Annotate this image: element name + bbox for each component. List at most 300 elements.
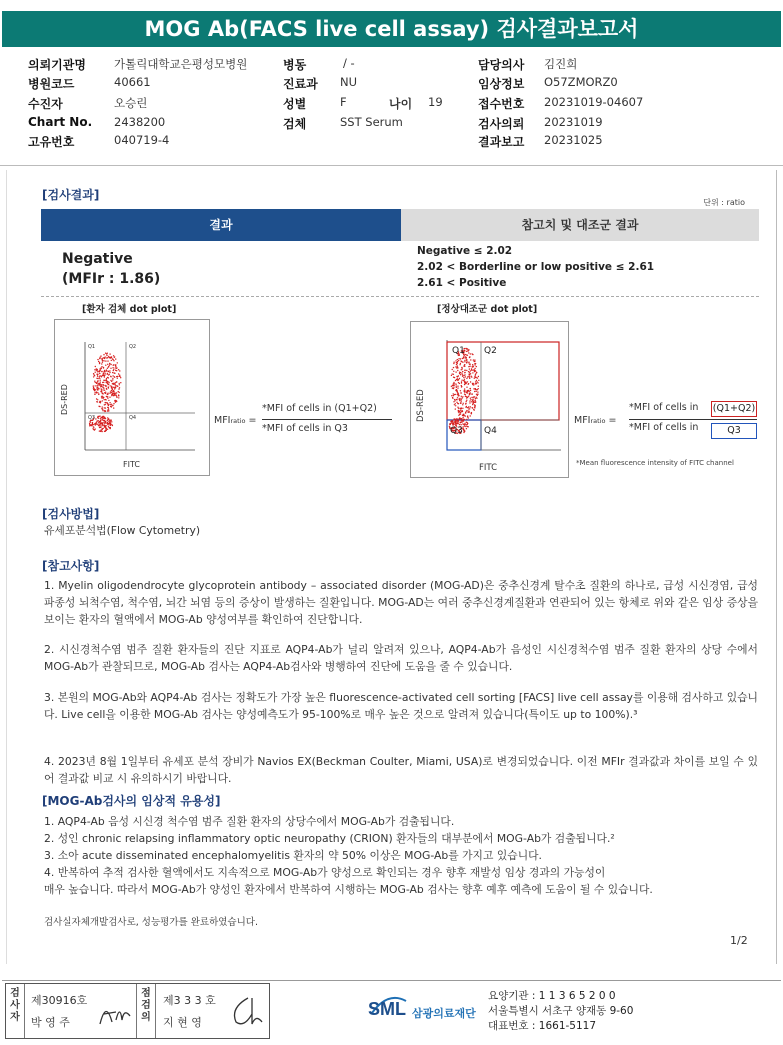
scatter-dot	[96, 424, 97, 425]
control-plot-caption: [정상대조군 dot plot]	[437, 304, 538, 315]
scatter-dot	[461, 373, 462, 374]
scatter-dot	[453, 385, 454, 386]
scatter-dot	[466, 406, 467, 407]
scatter-dot	[462, 371, 463, 372]
result-interpretation: Negative	[62, 251, 133, 267]
scatter-dot	[474, 370, 475, 371]
scatter-dot	[96, 422, 97, 423]
scatter-dot	[472, 393, 473, 394]
scatter-dot	[93, 374, 94, 375]
scatter-dot	[463, 380, 464, 381]
scatter-dot	[458, 410, 459, 411]
scatter-dot	[112, 375, 113, 376]
scatter-dot	[112, 367, 113, 368]
control-formula-line	[629, 419, 757, 420]
scatter-dot	[107, 393, 108, 394]
scatter-dot	[476, 391, 477, 392]
scatter-dot	[101, 425, 102, 426]
scatter-dot	[466, 359, 467, 360]
scatter-dot	[472, 407, 473, 408]
scatter-dot	[115, 367, 116, 368]
scatter-dot	[460, 422, 461, 423]
scatter-dot	[111, 360, 112, 361]
scatter-dot	[457, 359, 458, 360]
scatter-dot	[464, 361, 465, 362]
scatter-dot	[106, 380, 107, 381]
q3-box: Q3	[711, 423, 757, 439]
scatter-dot	[460, 412, 461, 413]
scatter-dot	[466, 424, 467, 425]
scatter-dot	[110, 376, 111, 377]
org-info	[488, 989, 633, 1034]
patient-formula-left: MFIratio =	[214, 415, 257, 426]
scatter-dot	[100, 418, 101, 419]
scatter-dot	[464, 370, 465, 371]
scatter-dot	[109, 363, 110, 364]
scatter-dot	[108, 408, 109, 409]
scatter-dot	[457, 361, 458, 362]
scatter-dot	[98, 388, 99, 389]
scatter-dot	[106, 357, 107, 358]
scatter-dot	[474, 364, 475, 365]
footer	[2, 980, 781, 1042]
info-label: 성별	[283, 97, 307, 111]
scatter-dot	[456, 399, 457, 400]
scatter-dot	[473, 383, 474, 384]
scatter-dot	[113, 387, 114, 388]
scatter-dot	[110, 427, 111, 428]
scatter-dot	[462, 404, 463, 405]
scatter-dot	[457, 365, 458, 366]
scatter-dot	[461, 422, 462, 423]
scatter-dot	[463, 377, 464, 378]
note-2: 2. 시신경척수염 범주 질환 환자들의 진단 지표로 AQP4-Ab가 널리 알려져 있으나, AQP4-Ab가 음성인 시신경척수염 범주 질환 환자의 상당 수에서 MOG-Ab가 관찰되므로, MOG-Ab 검사는 AQP4-Ab검사와 병행하여 진단에 도움을 줄 수 있습니다.	[44, 643, 758, 673]
scatter-dot	[105, 371, 106, 372]
scatter-dot	[471, 412, 472, 413]
scatter-dot	[456, 362, 457, 363]
scatter-dot	[101, 408, 102, 409]
result-col-header: 결과	[41, 209, 401, 241]
info-value: 20231019	[544, 115, 603, 129]
scatter-dot	[105, 356, 106, 357]
scatter-dot	[461, 380, 462, 381]
scatter-dot	[99, 425, 100, 426]
scatter-dot	[110, 423, 111, 424]
scatter-dot	[114, 376, 115, 377]
scatter-dot	[470, 353, 471, 354]
scatter-dot	[453, 388, 454, 389]
scatter-dot	[100, 369, 101, 370]
control-scatter-svg	[411, 322, 570, 479]
scatter-dot	[470, 390, 471, 391]
scatter-dot	[99, 362, 100, 363]
scatter-dot	[451, 395, 452, 396]
method-text: 유세포분석법(Flow Cytometry)	[44, 524, 201, 537]
age-value: 19	[428, 95, 443, 109]
scatter-dot	[103, 397, 104, 398]
scatter-dot	[474, 368, 475, 369]
scatter-dot	[100, 380, 101, 381]
scatter-dot	[103, 380, 104, 381]
scatter-dot	[105, 353, 106, 354]
scatter-dot	[459, 373, 460, 374]
scatter-dot	[109, 397, 110, 398]
scatter-dot	[460, 392, 461, 393]
scatter-dot	[93, 387, 94, 388]
scatter-dot	[455, 371, 456, 372]
scatter-dot	[119, 387, 120, 388]
scatter-dot	[112, 393, 113, 394]
scatter-dot	[102, 374, 103, 375]
scatter-dot	[457, 423, 458, 424]
scatter-dot	[475, 381, 476, 382]
ref-borderline: 2.02 < Borderline or low positive ≤ 2.61	[417, 261, 655, 273]
scatter-dot	[116, 392, 117, 393]
scatter-dot	[107, 368, 108, 369]
scatter-dot	[451, 386, 452, 387]
info-value: 20231019-04607	[544, 95, 644, 109]
scatter-dot	[472, 399, 473, 400]
scatter-dot	[456, 402, 457, 403]
control-formula-numerator: *MFI of cells in	[629, 402, 699, 413]
svg-text:Q4: Q4	[129, 415, 137, 421]
info-value: O57ZMORZ0	[544, 75, 618, 89]
scatter-dot	[464, 394, 465, 395]
scatter-dot	[115, 402, 116, 403]
scatter-dot	[478, 380, 479, 381]
org-address: 서울특별시 서초구 양재동 9-60	[488, 1005, 634, 1017]
scatter-dot	[456, 389, 457, 390]
scatter-dot	[112, 379, 113, 380]
scatter-dot	[104, 404, 105, 405]
scatter-dot	[464, 423, 465, 424]
scatter-dot	[453, 421, 454, 422]
scatter-dot	[452, 369, 453, 370]
scatter-dot	[455, 366, 456, 367]
scatter-dot	[117, 376, 118, 377]
age-label: 나이	[389, 97, 413, 111]
scatter-dot	[467, 361, 468, 362]
scatter-dot	[116, 397, 117, 398]
scatter-dot	[452, 420, 453, 421]
scatter-dot	[100, 422, 101, 423]
info-value: F	[340, 95, 347, 109]
scatter-dot	[459, 383, 460, 384]
scatter-dot	[101, 391, 102, 392]
scatter-dot	[469, 368, 470, 369]
scatter-dot	[94, 390, 95, 391]
info-value: NU	[340, 75, 358, 89]
scatter-dot	[108, 374, 109, 375]
scatter-dot	[457, 387, 458, 388]
scatter-dot	[104, 423, 105, 424]
scatter-dot	[466, 370, 467, 371]
scatter-dot	[464, 364, 465, 365]
info-label: Chart No.	[28, 115, 93, 129]
scatter-dot	[104, 370, 105, 371]
scatter-dot	[111, 404, 112, 405]
scatter-dot	[113, 369, 114, 370]
scatter-dot	[470, 381, 471, 382]
scatter-dot	[116, 367, 117, 368]
scatter-dot	[106, 428, 107, 429]
scatter-dot	[107, 407, 108, 408]
scatter-dot	[457, 403, 458, 404]
scatter-dot	[99, 383, 100, 384]
scatter-dot	[119, 370, 120, 371]
scatter-dot	[109, 365, 110, 366]
scatter-dot	[96, 382, 97, 383]
scatter-dot	[99, 401, 100, 402]
info-label: 의뢰기관명	[28, 58, 86, 72]
scatter-dot	[115, 393, 116, 394]
scatter-dot	[477, 391, 478, 392]
scatter-dot	[101, 397, 102, 398]
svg-text:Q3: Q3	[88, 415, 96, 421]
scatter-dot	[107, 373, 108, 374]
scatter-dot	[477, 394, 478, 395]
info-value: / -	[343, 56, 355, 70]
scatter-dot	[466, 351, 467, 352]
scatter-dot	[102, 389, 103, 390]
scatter-dot	[119, 392, 120, 393]
scatter-dot	[113, 370, 114, 371]
scatter-dot	[106, 378, 107, 379]
scatter-dot	[97, 380, 98, 381]
scatter-dot	[472, 366, 473, 367]
info-label: 병원코드	[28, 77, 75, 91]
scatter-dot	[461, 400, 462, 401]
scatter-dot	[454, 399, 455, 400]
scatter-dot	[102, 410, 103, 411]
scatter-dot	[101, 388, 102, 389]
svg-text:Q2: Q2	[129, 344, 137, 350]
scatter-dot	[94, 388, 95, 389]
scatter-dot	[100, 355, 101, 356]
patient-formula-numerator: *MFI of cells in (Q1+Q2)	[262, 403, 377, 414]
info-value: SST Serum	[340, 115, 403, 129]
control-formula-left: MFIratio =	[574, 415, 617, 426]
scatter-dot	[449, 424, 450, 425]
scatter-dot	[459, 408, 460, 409]
scatter-dot	[466, 428, 467, 429]
org-phone: 대표번호 : 1661-5117	[488, 1020, 597, 1032]
scatter-dot	[469, 394, 470, 395]
scatter-dot	[473, 359, 474, 360]
patient-plot-caption: [환자 검체 dot plot]	[82, 304, 177, 315]
scatter-dot	[115, 358, 116, 359]
scatter-dot	[472, 404, 473, 405]
scatter-dot	[97, 389, 98, 390]
scatter-dot	[463, 403, 464, 404]
scatter-dot	[459, 372, 460, 373]
scatter-dot	[475, 405, 476, 406]
scatter-dot	[99, 430, 100, 431]
scatter-dot	[92, 423, 93, 424]
scatter-dot	[108, 400, 109, 401]
scatter-dot	[101, 396, 102, 397]
scatter-dot	[102, 406, 103, 407]
scatter-dot	[463, 424, 464, 425]
scatter-dot	[109, 353, 110, 354]
scatter-dot	[110, 421, 111, 422]
scatter-dot	[114, 388, 115, 389]
scatter-dot	[464, 374, 465, 375]
scatter-dot	[458, 393, 459, 394]
scatter-dot	[474, 409, 475, 410]
scatter-dot	[457, 370, 458, 371]
method-section-title: [검사방법]	[42, 507, 100, 521]
scatter-dot	[453, 374, 454, 375]
scatter-dot	[459, 399, 460, 400]
scatter-dot	[453, 367, 454, 368]
report-title: MOG Ab(FACS live cell assay) 검사결과보고서	[2, 11, 781, 47]
scatter-dot	[461, 420, 462, 421]
examiner-signature	[96, 996, 136, 1030]
scatter-dot	[455, 360, 456, 361]
reference-ranges	[417, 243, 654, 291]
scatter-dot	[454, 400, 455, 401]
result-header	[41, 209, 759, 241]
ref-positive: 2.61 < Positive	[417, 277, 507, 289]
note-1: 1. Myelin oligodendrocyte glycoprotein antibody – associated disorder (MOG-AD)은 중추신경계 탈수초 질환의 하나로, 급성 시신경염, 급성파종성 뇌척수염, 척수염, 뇌간 뇌염 등의 증상이 발생하는 질환입니다. MOG-AD는 여러 중추신경계질환과 연관되어 있는 항체로 위와 같은 임상 증상을 보이는 환자의 혈액에서 MOG-Ab 양성여부를 확인하여 진단합니다.	[44, 579, 758, 626]
scatter-dot	[461, 386, 462, 387]
info-label: 수진자	[28, 97, 63, 111]
scatter-dot	[101, 366, 102, 367]
scatter-dot	[98, 425, 99, 426]
scatter-dot	[94, 392, 95, 393]
scatter-dot	[119, 383, 120, 384]
scatter-dot	[459, 414, 460, 415]
scatter-dot	[476, 372, 477, 373]
scatter-dot	[454, 419, 455, 420]
scatter-dot	[99, 384, 100, 385]
info-value: 2438200	[114, 115, 166, 129]
svg-text:FITC: FITC	[479, 463, 498, 473]
scatter-dot	[95, 385, 96, 386]
scatter-dot	[456, 364, 457, 365]
note-3: 3. 본원의 MOG-Ab와 AQP4-Ab 검사는 정확도가 가장 높은 fluorescence-activated cell sorting [FACS] live cell assay를 이용해 검사하고 있습니다. Live cell을 이용한 MOG-Ab 검사는 양성예측도가 95-100%로 매우 높은 것으로 알려져 있습니다(특이도 up to 100%).³	[44, 691, 758, 721]
scatter-dot	[456, 423, 457, 424]
scatter-dot	[476, 380, 477, 381]
scatter-dot	[117, 378, 118, 379]
scatter-dot	[469, 364, 470, 365]
svg-text:Q2: Q2	[484, 346, 497, 356]
scatter-dot	[103, 367, 104, 368]
scatter-dot	[97, 420, 98, 421]
scatter-dot	[110, 425, 111, 426]
scatter-dot	[461, 369, 462, 370]
scatter-dot	[120, 377, 121, 378]
scatter-dot	[117, 385, 118, 386]
scatter-dot	[475, 397, 476, 398]
scatter-dot	[454, 394, 455, 395]
scatter-dot	[461, 382, 462, 383]
scatter-dot	[470, 370, 471, 371]
scatter-dot	[450, 421, 451, 422]
scatter-dot	[110, 357, 111, 358]
scatter-dot	[456, 418, 457, 419]
scatter-dot	[460, 374, 461, 375]
scatter-dot	[453, 382, 454, 383]
scatter-dot	[471, 370, 472, 371]
scatter-dot	[476, 381, 477, 382]
scatter-dot	[96, 370, 97, 371]
scatter-dot	[108, 426, 109, 427]
patient-formula-denominator: *MFI of cells in Q3	[262, 423, 348, 434]
scatter-dot	[458, 358, 459, 359]
scatter-dot	[100, 381, 101, 382]
y-axis-label: DS-RED	[60, 384, 69, 415]
scatter-dot	[106, 382, 107, 383]
scatter-dot	[97, 416, 98, 417]
scatter-dot	[453, 383, 454, 384]
scatter-dot	[474, 359, 475, 360]
scatter-dot	[478, 388, 479, 389]
scatter-dot	[461, 385, 462, 386]
scatter-dot	[469, 377, 470, 378]
scatter-dot	[94, 381, 95, 382]
scatter-dot	[97, 374, 98, 375]
scatter-dot	[93, 373, 94, 374]
scatter-dot	[101, 363, 102, 364]
scatter-dot	[471, 401, 472, 402]
scatter-dot	[97, 371, 98, 372]
scatter-dot	[466, 354, 467, 355]
scatter-dot	[454, 421, 455, 422]
scatter-dot	[468, 375, 469, 376]
scatter-dot	[474, 361, 475, 362]
scatter-dot	[99, 358, 100, 359]
scatter-dot	[462, 376, 463, 377]
scatter-dot	[466, 387, 467, 388]
scatter-dot	[477, 377, 478, 378]
scatter-dot	[106, 355, 107, 356]
result-section-title: [검사결과]	[42, 188, 100, 202]
scatter-dot	[467, 407, 468, 408]
scatter-dot	[109, 372, 110, 373]
scatter-dot	[468, 374, 469, 375]
info-label: 임상정보	[478, 77, 525, 91]
scatter-dot	[94, 394, 95, 395]
examiner-vertical-label: 검사자	[10, 988, 20, 1023]
scatter-dot	[97, 387, 98, 388]
scatter-dot	[108, 419, 109, 420]
scatter-dot	[112, 378, 113, 379]
scatter-dot	[107, 398, 108, 399]
scatter-dot	[107, 417, 108, 418]
scatter-dot	[452, 373, 453, 374]
scatter-dot	[469, 357, 470, 358]
scatter-dot	[108, 386, 109, 387]
scatter-dot	[95, 424, 96, 425]
info-label: 진료과	[283, 77, 318, 91]
scatter-dot	[105, 402, 106, 403]
scatter-dot	[470, 406, 471, 407]
scatter-dot	[464, 382, 465, 383]
reference-col-header: 참고치 및 대조군 결과	[401, 209, 759, 241]
scatter-dot	[103, 385, 104, 386]
scatter-dot	[462, 396, 463, 397]
scatter-dot	[96, 385, 97, 386]
scatter-dot	[99, 357, 100, 358]
scatter-dot	[104, 376, 105, 377]
scatter-dot	[459, 364, 460, 365]
reviewer-vertical-label: 점검의	[141, 988, 151, 1023]
scatter-dot	[459, 378, 460, 379]
scatter-dot	[105, 360, 106, 361]
scatter-dot	[455, 384, 456, 385]
